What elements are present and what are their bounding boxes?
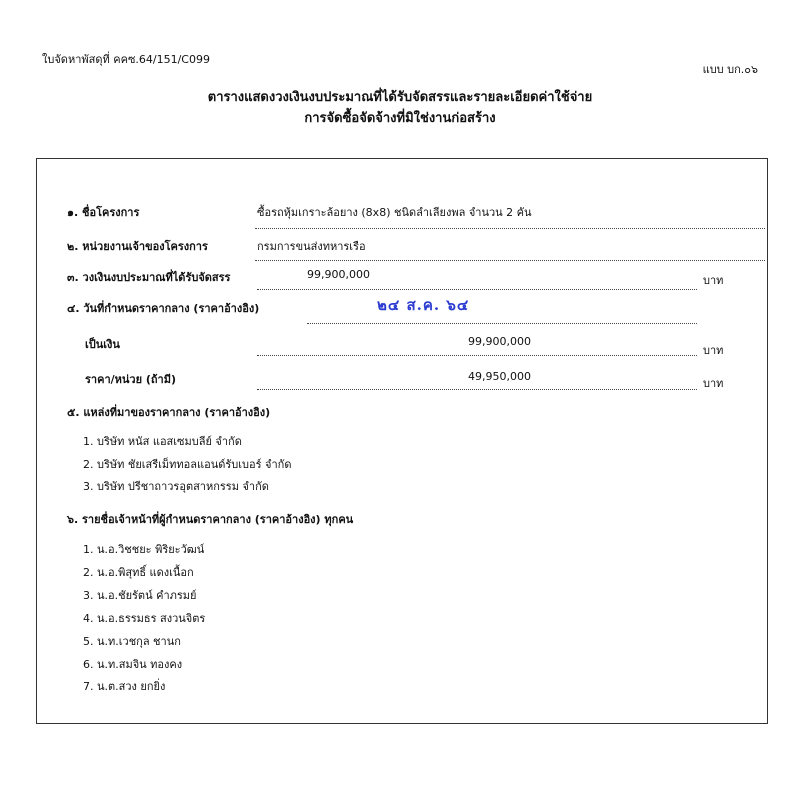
owner-label: ๒. หน่วยงานเจ้าของโครงการ — [67, 240, 208, 253]
unit-price-label: ราคา/หน่วย (ถ้ามี) — [85, 373, 177, 386]
unit-price-value: 49,950,000 — [468, 370, 531, 383]
dotted-line — [257, 389, 697, 390]
project-name-value: ซื้อรถหุ้มเกราะล้อยาง (8x8) ชนิดลำเลียงพล จำนวน 2 คัน — [257, 206, 532, 219]
source-item: 1. บริษัท หนัส แอสเซมบลีย์ จำกัด — [83, 435, 242, 448]
officer-item: 4. น.อ.ธรรมธร สงวนจิตร — [83, 612, 206, 625]
budget-label: ๓. วงเงินงบประมาณที่ได้รับจัดสรร — [67, 271, 231, 284]
unit-price-unit: บาท — [703, 377, 724, 390]
dotted-line — [257, 289, 697, 290]
budget-value: 99,900,000 — [307, 268, 370, 281]
dotted-line — [255, 228, 765, 229]
form-code: แบบ บก.๐๖ — [702, 63, 758, 76]
dotted-line — [307, 323, 697, 324]
owner-value: กรมการขนส่งทหารเรือ — [257, 240, 366, 253]
project-name-label: ๑. ชื่อโครงการ — [67, 206, 140, 219]
officer-item: 1. น.อ.วิชชยะ พิริยะวัฒน์ — [83, 543, 205, 556]
form-box — [36, 158, 768, 724]
sources-heading: ๕. แหล่งที่มาของราคากลาง (ราคาอ้างอิง) — [67, 406, 271, 419]
document-subtitle: การจัดซื้อจัดจ้างที่มิใช่งานก่อสร้าง — [304, 111, 496, 126]
dotted-line — [257, 355, 697, 356]
source-item: 3. บริษัท ปรีชาถาวรอุตสาหกรรม จำกัด — [83, 480, 269, 493]
amount-unit: บาท — [703, 344, 724, 357]
document-reference: ใบจัดหาพัสดุที่ คคซ.64/151/C099 — [42, 53, 210, 66]
officer-item: 7. น.ต.สวง ยกยิ่ง — [83, 680, 166, 693]
amount-label: เป็นเงิน — [85, 338, 120, 351]
date-stamp: ๒๔ ส.ค. ๖๔ — [377, 296, 470, 314]
officer-item: 3. น.อ.ชัยรัตน์ คำภรมย์ — [83, 589, 197, 602]
budget-unit: บาท — [703, 274, 724, 287]
officer-item: 6. น.ท.สมจิน ทองคง — [83, 658, 183, 671]
officers-heading: ๖. รายชื่อเจ้าหน้าที่ผู้กำหนดราคากลาง (ราคาอ้างอิง) ทุกคน — [67, 513, 354, 526]
ref-date-label: ๔. วันที่กำหนดราคากลาง (ราคาอ้างอิง) — [67, 302, 260, 315]
officer-item: 5. น.ท.เวชกุล ชานก — [83, 635, 181, 648]
officer-item: 2. น.อ.พิสุทธิ์ แดงเนื้อก — [83, 566, 194, 579]
amount-value: 99,900,000 — [468, 335, 531, 348]
document-title: ตารางแสดงวงเงินงบประมาณที่ได้รับจัดสรรและรายละเอียดค่าใช้จ่าย — [207, 90, 593, 105]
source-item: 2. บริษัท ชัยเสรีเม็ททอลแอนด์รับเบอร์ จำกัด — [83, 458, 292, 471]
dotted-line — [255, 260, 765, 261]
